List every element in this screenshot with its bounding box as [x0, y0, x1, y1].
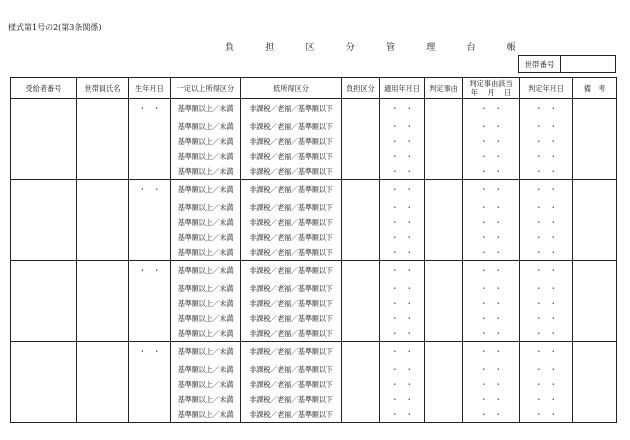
page-title: 負 担 区 分 管 理 台 帳	[225, 43, 531, 53]
cell-birth-date[interactable]	[129, 377, 171, 392]
household-number-box	[518, 55, 616, 73]
cell-birth-date[interactable]	[129, 164, 171, 180]
cell-reason-date[interactable]: ・ ・	[463, 119, 520, 134]
table-row	[11, 119, 617, 134]
cell-member-name[interactable]	[77, 407, 129, 423]
cell-applicable-date[interactable]: ・ ・	[380, 362, 425, 377]
table-row	[11, 134, 617, 149]
cell-burden-category[interactable]	[342, 311, 380, 326]
cell-birth-date[interactable]	[129, 245, 171, 261]
cell-applicable-date[interactable]: ・ ・	[380, 119, 425, 134]
col-judgment-date: 判定年月日	[520, 78, 573, 99]
cell-applicable-date[interactable]: ・ ・	[380, 261, 425, 282]
cell-income-category[interactable]: 基準額以上／未満	[171, 342, 241, 363]
cell-remarks[interactable]	[573, 362, 617, 377]
table-row	[11, 245, 617, 261]
cell-judgment-reason[interactable]	[425, 407, 463, 423]
cell-recipient-no[interactable]	[11, 407, 77, 423]
cell-reason-date[interactable]: ・ ・	[463, 392, 520, 407]
cell-judgment-date[interactable]: ・ ・	[520, 362, 573, 377]
cell-applicable-date[interactable]: ・ ・	[380, 326, 425, 342]
cell-applicable-date[interactable]: ・ ・	[380, 377, 425, 392]
table-row	[11, 311, 617, 326]
cell-remarks[interactable]	[573, 281, 617, 296]
cell-reason-date[interactable]: ・ ・	[463, 261, 520, 282]
cell-low-income[interactable]: 非課税／老福／基準額以下	[241, 326, 342, 342]
cell-income-category[interactable]: 基準額以上／未満	[171, 99, 241, 120]
cell-judgment-reason[interactable]	[425, 149, 463, 164]
cell-income-category[interactable]: 基準額以上／未満	[171, 180, 241, 201]
cell-recipient-no[interactable]	[11, 99, 77, 120]
col-remarks: 備 考	[573, 78, 617, 99]
cell-low-income[interactable]: 非課税／老福／基準額以下	[241, 180, 342, 201]
col-reason-date	[463, 78, 520, 99]
table-row	[11, 281, 617, 296]
col-reason-date-line2: 年 月 日	[470, 88, 512, 97]
cell-birth-date[interactable]	[129, 149, 171, 164]
table-row	[11, 362, 617, 377]
cell-reason-date[interactable]: ・ ・	[463, 281, 520, 296]
cell-burden-category[interactable]	[342, 164, 380, 180]
cell-low-income[interactable]: 非課税／老福／基準額以下	[241, 119, 342, 134]
cell-low-income[interactable]: 非課税／老福／基準額以下	[241, 392, 342, 407]
cell-judgment-date[interactable]: ・ ・	[520, 99, 573, 120]
cell-reason-date[interactable]: ・ ・	[463, 296, 520, 311]
cell-member-name[interactable]	[77, 281, 129, 296]
cell-judgment-date[interactable]: ・ ・	[520, 180, 573, 201]
table-row	[11, 164, 617, 180]
cell-income-category[interactable]: 基準額以上／未満	[171, 230, 241, 245]
cell-member-name[interactable]	[77, 392, 129, 407]
table-row	[11, 407, 617, 423]
cell-judgment-date[interactable]: ・ ・	[520, 311, 573, 326]
cell-applicable-date[interactable]: ・ ・	[380, 164, 425, 180]
cell-judgment-reason[interactable]	[425, 134, 463, 149]
cell-member-name[interactable]	[77, 200, 129, 215]
cell-judgment-date[interactable]: ・ ・	[520, 134, 573, 149]
cell-income-category[interactable]: 基準額以上／未満	[171, 311, 241, 326]
cell-member-name[interactable]	[77, 215, 129, 230]
cell-judgment-date[interactable]: ・ ・	[520, 215, 573, 230]
cell-remarks[interactable]	[573, 119, 617, 134]
cell-reason-date[interactable]: ・ ・	[463, 164, 520, 180]
form-number: 様式第1号の2(第3条関係)	[8, 23, 102, 32]
cell-remarks[interactable]	[573, 245, 617, 261]
col-member-name: 世帯員氏名	[77, 78, 129, 99]
cell-birth-date[interactable]: ・ ・	[129, 180, 171, 201]
cell-judgment-reason[interactable]	[425, 377, 463, 392]
cell-remarks[interactable]	[573, 342, 617, 363]
cell-low-income[interactable]: 非課税／老福／基準額以下	[241, 311, 342, 326]
cell-low-income[interactable]: 非課税／老福／基準額以下	[241, 342, 342, 363]
cell-recipient-no[interactable]	[11, 281, 77, 296]
cell-applicable-date[interactable]: ・ ・	[380, 230, 425, 245]
cell-low-income[interactable]: 非課税／老福／基準額以下	[241, 200, 342, 215]
cell-birth-date[interactable]	[129, 134, 171, 149]
cell-reason-date[interactable]: ・ ・	[463, 99, 520, 120]
cell-judgment-reason[interactable]	[425, 99, 463, 120]
cell-judgment-reason[interactable]	[425, 296, 463, 311]
cell-income-category[interactable]: 基準額以上／未満	[171, 261, 241, 282]
cell-income-category[interactable]: 基準額以上／未満	[171, 362, 241, 377]
table-row	[11, 326, 617, 342]
cell-applicable-date[interactable]: ・ ・	[380, 215, 425, 230]
cell-judgment-date[interactable]: ・ ・	[520, 407, 573, 423]
table-row	[11, 149, 617, 164]
cell-judgment-date[interactable]: ・ ・	[520, 245, 573, 261]
cell-reason-date[interactable]: ・ ・	[463, 326, 520, 342]
cell-low-income[interactable]: 非課税／老福／基準額以下	[241, 149, 342, 164]
cell-member-name[interactable]	[77, 180, 129, 201]
table-row	[11, 342, 617, 363]
cell-remarks[interactable]	[573, 326, 617, 342]
cell-remarks[interactable]	[573, 407, 617, 423]
cell-member-name[interactable]	[77, 296, 129, 311]
cell-reason-date[interactable]: ・ ・	[463, 134, 520, 149]
cell-low-income[interactable]: 非課税／老福／基準額以下	[241, 230, 342, 245]
cell-birth-date[interactable]: ・ ・	[129, 261, 171, 282]
cell-remarks[interactable]	[573, 134, 617, 149]
cell-birth-date[interactable]	[129, 392, 171, 407]
cell-low-income[interactable]: 非課税／老福／基準額以下	[241, 164, 342, 180]
col-low-income: 低所得区分	[241, 78, 342, 99]
cell-income-category[interactable]: 基準額以上／未満	[171, 407, 241, 423]
cell-income-category[interactable]: 基準額以上／未満	[171, 281, 241, 296]
cell-low-income[interactable]: 非課税／老福／基準額以下	[241, 407, 342, 423]
cell-recipient-no[interactable]	[11, 164, 77, 180]
cell-birth-date[interactable]	[129, 326, 171, 342]
cell-burden-category[interactable]	[342, 245, 380, 261]
cell-recipient-no[interactable]	[11, 200, 77, 215]
cell-applicable-date[interactable]: ・ ・	[380, 392, 425, 407]
cell-applicable-date[interactable]: ・ ・	[380, 296, 425, 311]
cell-judgment-reason[interactable]	[425, 362, 463, 377]
cell-remarks[interactable]	[573, 261, 617, 282]
cell-applicable-date[interactable]: ・ ・	[380, 180, 425, 201]
cell-recipient-no[interactable]	[11, 245, 77, 261]
cell-low-income[interactable]: 非課税／老福／基準額以下	[241, 99, 342, 120]
cell-judgment-reason[interactable]	[425, 215, 463, 230]
cell-burden-category[interactable]	[342, 134, 380, 149]
col-judgment-reason: 判定事由	[425, 78, 463, 99]
table-row	[11, 296, 617, 311]
cell-judgment-date[interactable]: ・ ・	[520, 392, 573, 407]
cell-judgment-reason[interactable]	[425, 200, 463, 215]
cell-recipient-no[interactable]	[11, 215, 77, 230]
cell-judgment-reason[interactable]	[425, 281, 463, 296]
cell-low-income[interactable]: 非課税／老福／基準額以下	[241, 377, 342, 392]
ledger-body	[11, 99, 617, 423]
cell-income-category[interactable]: 基準額以上／未満	[171, 164, 241, 180]
cell-income-category[interactable]: 基準額以上／未満	[171, 200, 241, 215]
cell-burden-category[interactable]	[342, 200, 380, 215]
cell-burden-category[interactable]	[342, 407, 380, 423]
table-row	[11, 200, 617, 215]
cell-applicable-date[interactable]: ・ ・	[380, 99, 425, 120]
cell-recipient-no[interactable]	[11, 296, 77, 311]
cell-judgment-reason[interactable]	[425, 230, 463, 245]
cell-burden-category[interactable]	[342, 119, 380, 134]
cell-remarks[interactable]	[573, 392, 617, 407]
cell-judgment-date[interactable]: ・ ・	[520, 377, 573, 392]
cell-birth-date[interactable]: ・ ・	[129, 99, 171, 120]
cell-judgment-reason[interactable]	[425, 245, 463, 261]
burden-ledger-table	[10, 77, 617, 423]
cell-birth-date[interactable]	[129, 119, 171, 134]
cell-income-category[interactable]: 基準額以上／未満	[171, 326, 241, 342]
cell-birth-date[interactable]	[129, 230, 171, 245]
header-row	[11, 78, 617, 99]
cell-burden-category[interactable]	[342, 261, 380, 282]
table-row	[11, 215, 617, 230]
cell-member-name[interactable]	[77, 326, 129, 342]
cell-recipient-no[interactable]	[11, 134, 77, 149]
household-number-label: 世帯番号	[519, 56, 561, 72]
cell-member-name[interactable]	[77, 230, 129, 245]
cell-reason-date[interactable]: ・ ・	[463, 342, 520, 363]
cell-burden-category[interactable]	[342, 281, 380, 296]
cell-applicable-date[interactable]: ・ ・	[380, 311, 425, 326]
table-row	[11, 99, 617, 120]
cell-burden-category[interactable]	[342, 230, 380, 245]
cell-judgment-date[interactable]: ・ ・	[520, 326, 573, 342]
cell-applicable-date[interactable]: ・ ・	[380, 134, 425, 149]
cell-member-name[interactable]	[77, 149, 129, 164]
cell-member-name[interactable]	[77, 119, 129, 134]
cell-income-category[interactable]: 基準額以上／未満	[171, 149, 241, 164]
cell-birth-date[interactable]	[129, 200, 171, 215]
cell-judgment-date[interactable]: ・ ・	[520, 200, 573, 215]
cell-remarks[interactable]	[573, 230, 617, 245]
cell-remarks[interactable]	[573, 200, 617, 215]
cell-birth-date[interactable]	[129, 281, 171, 296]
cell-birth-date[interactable]	[129, 296, 171, 311]
cell-low-income[interactable]: 非課税／老福／基準額以下	[241, 134, 342, 149]
cell-low-income[interactable]: 非課税／老福／基準額以下	[241, 296, 342, 311]
cell-recipient-no[interactable]	[11, 311, 77, 326]
cell-judgment-date[interactable]: ・ ・	[520, 342, 573, 363]
cell-member-name[interactable]	[77, 99, 129, 120]
cell-burden-category[interactable]	[342, 149, 380, 164]
table-row	[11, 230, 617, 245]
cell-applicable-date[interactable]: ・ ・	[380, 342, 425, 363]
cell-applicable-date[interactable]: ・ ・	[380, 407, 425, 423]
cell-low-income[interactable]: 非課税／老福／基準額以下	[241, 362, 342, 377]
cell-member-name[interactable]	[77, 362, 129, 377]
cell-remarks[interactable]	[573, 311, 617, 326]
cell-burden-category[interactable]	[342, 180, 380, 201]
cell-birth-date[interactable]	[129, 407, 171, 423]
cell-member-name[interactable]	[77, 377, 129, 392]
cell-remarks[interactable]	[573, 296, 617, 311]
cell-reason-date[interactable]: ・ ・	[463, 362, 520, 377]
cell-judgment-reason[interactable]	[425, 261, 463, 282]
cell-judgment-reason[interactable]	[425, 392, 463, 407]
cell-recipient-no[interactable]	[11, 392, 77, 407]
cell-income-category[interactable]: 基準額以上／未満	[171, 119, 241, 134]
cell-judgment-date[interactable]: ・ ・	[520, 296, 573, 311]
cell-burden-category[interactable]	[342, 326, 380, 342]
cell-income-category[interactable]: 基準額以上／未満	[171, 296, 241, 311]
cell-judgment-date[interactable]: ・ ・	[520, 261, 573, 282]
cell-remarks[interactable]	[573, 180, 617, 201]
cell-reason-date[interactable]: ・ ・	[463, 180, 520, 201]
cell-recipient-no[interactable]	[11, 230, 77, 245]
cell-reason-date[interactable]: ・ ・	[463, 311, 520, 326]
cell-recipient-no[interactable]	[11, 261, 77, 282]
cell-recipient-no[interactable]	[11, 119, 77, 134]
cell-member-name[interactable]	[77, 134, 129, 149]
cell-reason-date[interactable]: ・ ・	[463, 230, 520, 245]
cell-burden-category[interactable]	[342, 342, 380, 363]
cell-birth-date[interactable]	[129, 362, 171, 377]
cell-judgment-date[interactable]: ・ ・	[520, 149, 573, 164]
cell-burden-category[interactable]	[342, 296, 380, 311]
cell-judgment-reason[interactable]	[425, 164, 463, 180]
col-recipient-no: 受給者番号	[11, 78, 77, 99]
cell-remarks[interactable]	[573, 215, 617, 230]
cell-member-name[interactable]	[77, 261, 129, 282]
cell-low-income[interactable]: 非課税／老福／基準額以下	[241, 281, 342, 296]
cell-recipient-no[interactable]	[11, 377, 77, 392]
cell-judgment-reason[interactable]	[425, 119, 463, 134]
cell-income-category[interactable]: 基準額以上／未満	[171, 377, 241, 392]
cell-member-name[interactable]	[77, 311, 129, 326]
cell-remarks[interactable]	[573, 99, 617, 120]
cell-burden-category[interactable]	[342, 215, 380, 230]
cell-low-income[interactable]: 非課税／老福／基準額以下	[241, 245, 342, 261]
household-number-field[interactable]	[561, 56, 615, 72]
col-birth-date: 生年月日	[129, 78, 171, 99]
cell-birth-date[interactable]	[129, 215, 171, 230]
cell-reason-date[interactable]: ・ ・	[463, 407, 520, 423]
cell-remarks[interactable]	[573, 164, 617, 180]
cell-member-name[interactable]	[77, 245, 129, 261]
cell-reason-date[interactable]: ・ ・	[463, 245, 520, 261]
cell-burden-category[interactable]	[342, 99, 380, 120]
col-applicable-date: 適用年月日	[380, 78, 425, 99]
cell-reason-date[interactable]: ・ ・	[463, 215, 520, 230]
cell-recipient-no[interactable]	[11, 362, 77, 377]
cell-recipient-no[interactable]	[11, 180, 77, 201]
cell-recipient-no[interactable]	[11, 149, 77, 164]
cell-reason-date[interactable]: ・ ・	[463, 377, 520, 392]
cell-remarks[interactable]	[573, 149, 617, 164]
table-row	[11, 392, 617, 407]
cell-applicable-date[interactable]: ・ ・	[380, 281, 425, 296]
cell-burden-category[interactable]	[342, 362, 380, 377]
cell-birth-date[interactable]: ・ ・	[129, 342, 171, 363]
cell-reason-date[interactable]: ・ ・	[463, 149, 520, 164]
cell-reason-date[interactable]: ・ ・	[463, 200, 520, 215]
table-row	[11, 377, 617, 392]
table-row	[11, 180, 617, 201]
cell-applicable-date[interactable]: ・ ・	[380, 245, 425, 261]
cell-low-income[interactable]: 非課税／老福／基準額以下	[241, 261, 342, 282]
cell-judgment-date[interactable]: ・ ・	[520, 281, 573, 296]
cell-applicable-date[interactable]: ・ ・	[380, 200, 425, 215]
cell-member-name[interactable]	[77, 342, 129, 363]
cell-burden-category[interactable]	[342, 392, 380, 407]
cell-applicable-date[interactable]: ・ ・	[380, 149, 425, 164]
cell-recipient-no[interactable]	[11, 342, 77, 363]
cell-burden-category[interactable]	[342, 377, 380, 392]
cell-judgment-date[interactable]: ・ ・	[520, 119, 573, 134]
cell-judgment-date[interactable]: ・ ・	[520, 230, 573, 245]
cell-remarks[interactable]	[573, 377, 617, 392]
cell-income-category[interactable]: 基準額以上／未満	[171, 134, 241, 149]
col-burden-category: 負担区分	[342, 78, 380, 99]
cell-recipient-no[interactable]	[11, 326, 77, 342]
cell-judgment-reason[interactable]	[425, 326, 463, 342]
cell-low-income[interactable]: 非課税／老福／基準額以下	[241, 215, 342, 230]
cell-income-category[interactable]: 基準額以上／未満	[171, 215, 241, 230]
cell-judgment-reason[interactable]	[425, 342, 463, 363]
col-income-category: 一定以上所得区分	[171, 78, 241, 99]
cell-member-name[interactable]	[77, 164, 129, 180]
cell-judgment-reason[interactable]	[425, 180, 463, 201]
cell-income-category[interactable]: 基準額以上／未満	[171, 245, 241, 261]
cell-income-category[interactable]: 基準額以上／未満	[171, 392, 241, 407]
cell-judgment-date[interactable]: ・ ・	[520, 164, 573, 180]
col-reason-date-line1: 判定事由該当	[469, 79, 513, 88]
cell-judgment-reason[interactable]	[425, 311, 463, 326]
cell-birth-date[interactable]	[129, 311, 171, 326]
table-row	[11, 261, 617, 282]
